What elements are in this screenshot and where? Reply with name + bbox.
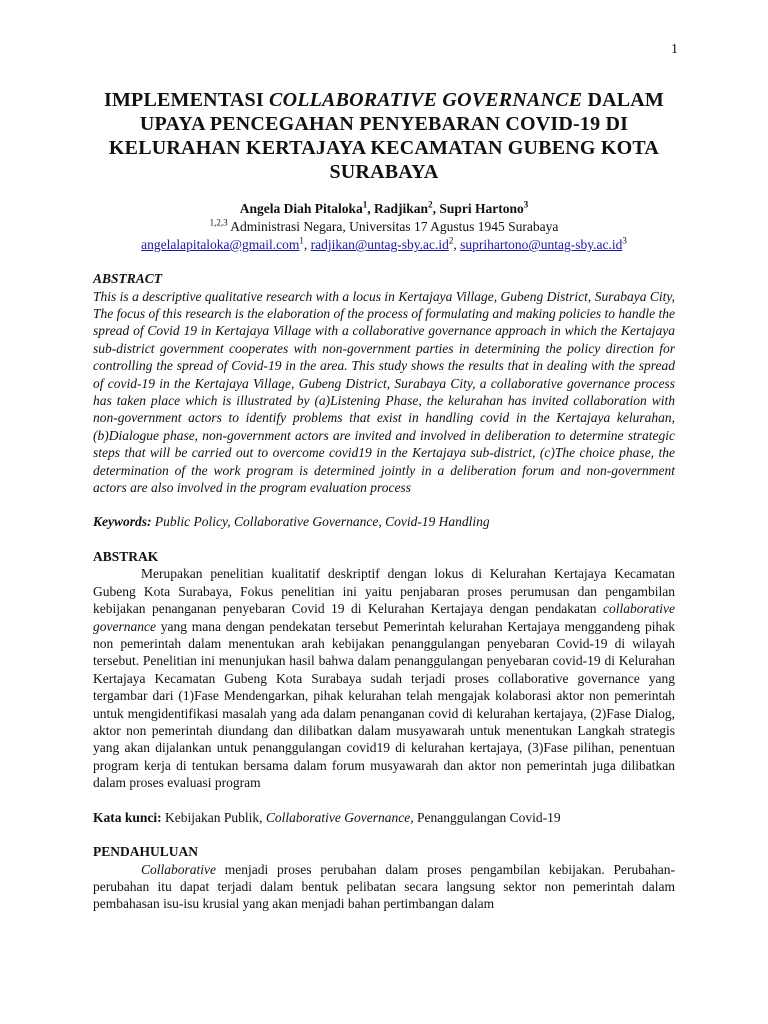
paper-content [93,88,675,913]
page-number: 1 [671,42,678,57]
email-link-2[interactable]: radjikan@untag-sby.ac.id [310,237,449,252]
email-link-3[interactable]: suprihartono@untag-sby.ac.id [460,237,623,252]
author-list: Angela Diah Pitaloka$^1$, Radjikan$^2$, Supri Hartono$^3$ [239,199,529,216]
email-link-1[interactable]: angelalapitaloka@gmail.com [141,237,300,252]
affiliation: $^{1,2,3}$ Administrasi Negara, Universitas 17 Agustus 1945 Surabaya [209,217,559,234]
author-emails: angelalapitaloka@gmail.com$^1$, $radjikan@untag-sby.ac.id^2$, $suprihartono@untag-sby.ac.id^3$ [141,235,627,252]
pendahuluan-heading: PENDAHULUAN [93,844,199,860]
abstrak-text: Merupakan penelitian kualitatif deskriptif dengan lokus di Kelurahan Kertajaya Kecamatan Gubeng Kota Surabaya, Fokus penelitian ini yaitu penjabaran proses perumusan dan pengambilan kebijakan penanganan penyebaran Covid 19 di Kelurahan Kertajaya dengan pendakatan collaborative governance yang mana dengan pendekatan tersebut Pemerintah kelurahan Kertajaya menggandeng pihak non pemerintah dalam menentukan arah kebijakan penanggulangan penyebaran Covid-19 di wilayah tersebut. Penelitian ini menunjukan hasil bahwa dalam penanggulangan penyebaran covid-19 di Kelurahan Kertajaya Kecamatan Gubeng Kota Surabaya sudah terjadi proses collaborative governance yang tergambar dari (1)Fase Mendengarkan, pihak kelurahan telah mengajak kolaborasi aktor non pemerintah untuk mengidentifikasi masalah yang ada dalam penanganan covid di kelurahan kertajaya, (2)Fase Dialog, aktor non pemerintah diundang dan dilibatkan dalam musyawarah untuk menentukan Langkah strategis yang akan dijalankan untuk penanggulangan covid19 di kelurahan kertajaya, (3)Fase pilihan, penentuan program kerja di tentukan bersama dalam forum musyawarah dan aktor non pemerintah juga dilibatkan dalam proses evaluasi program [93,566,675,791]
abstract-text: This is a descriptive qualitative research with a locus in Kertajaya Village, Gubeng District, Surabaya City, The focus of this research is the elaboration of the process of formulating and making policies to handle the spread of Covid 19 in Kertajaya Village with a collaborative governance approach in which the Kertajaya sub-district government cooperates with non-government parties in determining the policy direction for controlling the spread of Covid-19 in the area. This study shows the results that in dealing with the spread of covid-19 in the Kertajaya Village, Gubeng District, Surabaya City, a collaborative governance process has taken place which is illustrated by (a)Listening Phase, the kelurahan has invited collaboration with non-government actors to identify problems that exist in handling covid in the Kertajaya kelurahan, (b)Dialogue phase, non-government actors are invited and involved in deliberation to determine strategic steps that will be carried out to overcome covid19 in the Kertajaya sub-district, (c)The choice phase, the determination of the work program is determined jointly in a deliberation forum and non-government actors are also involved in the program evaluation process [93,288,675,495]
abstract-heading: ABSTRACT [93,271,163,286]
abstrak-heading: ABSTRAK [93,548,159,564]
paper-title: IMPLEMENTASI COLLABORATIVE GOVERNANCE DALAM UPAYA PENCEGAHAN PENYEBARAN COVID-19 DI KELURAHAN KERTAJAYA KECAMATAN GUBENG KOTA SURABAYA [104,89,664,183]
keywords: Keywords: Public Policy, Collaborative Governance, Covid-19 Handling [93,514,490,530]
kata-kunci: Kata kunci: Kebijakan Publik, Collaborative Governance, Penanggulangan Covid-19 [93,809,561,825]
pendahuluan-text: Collaborative menjadi proses perubahan dalam proses pengambilan kebijakan. Perubahan-perubahan itu dapat terjadi dalam bentuk pelibatan secara langsung sektor non pemerintah dalam pembahasan isu-isu krusial yang akan menjadi bahan pertimbangan dalam [93,861,675,912]
